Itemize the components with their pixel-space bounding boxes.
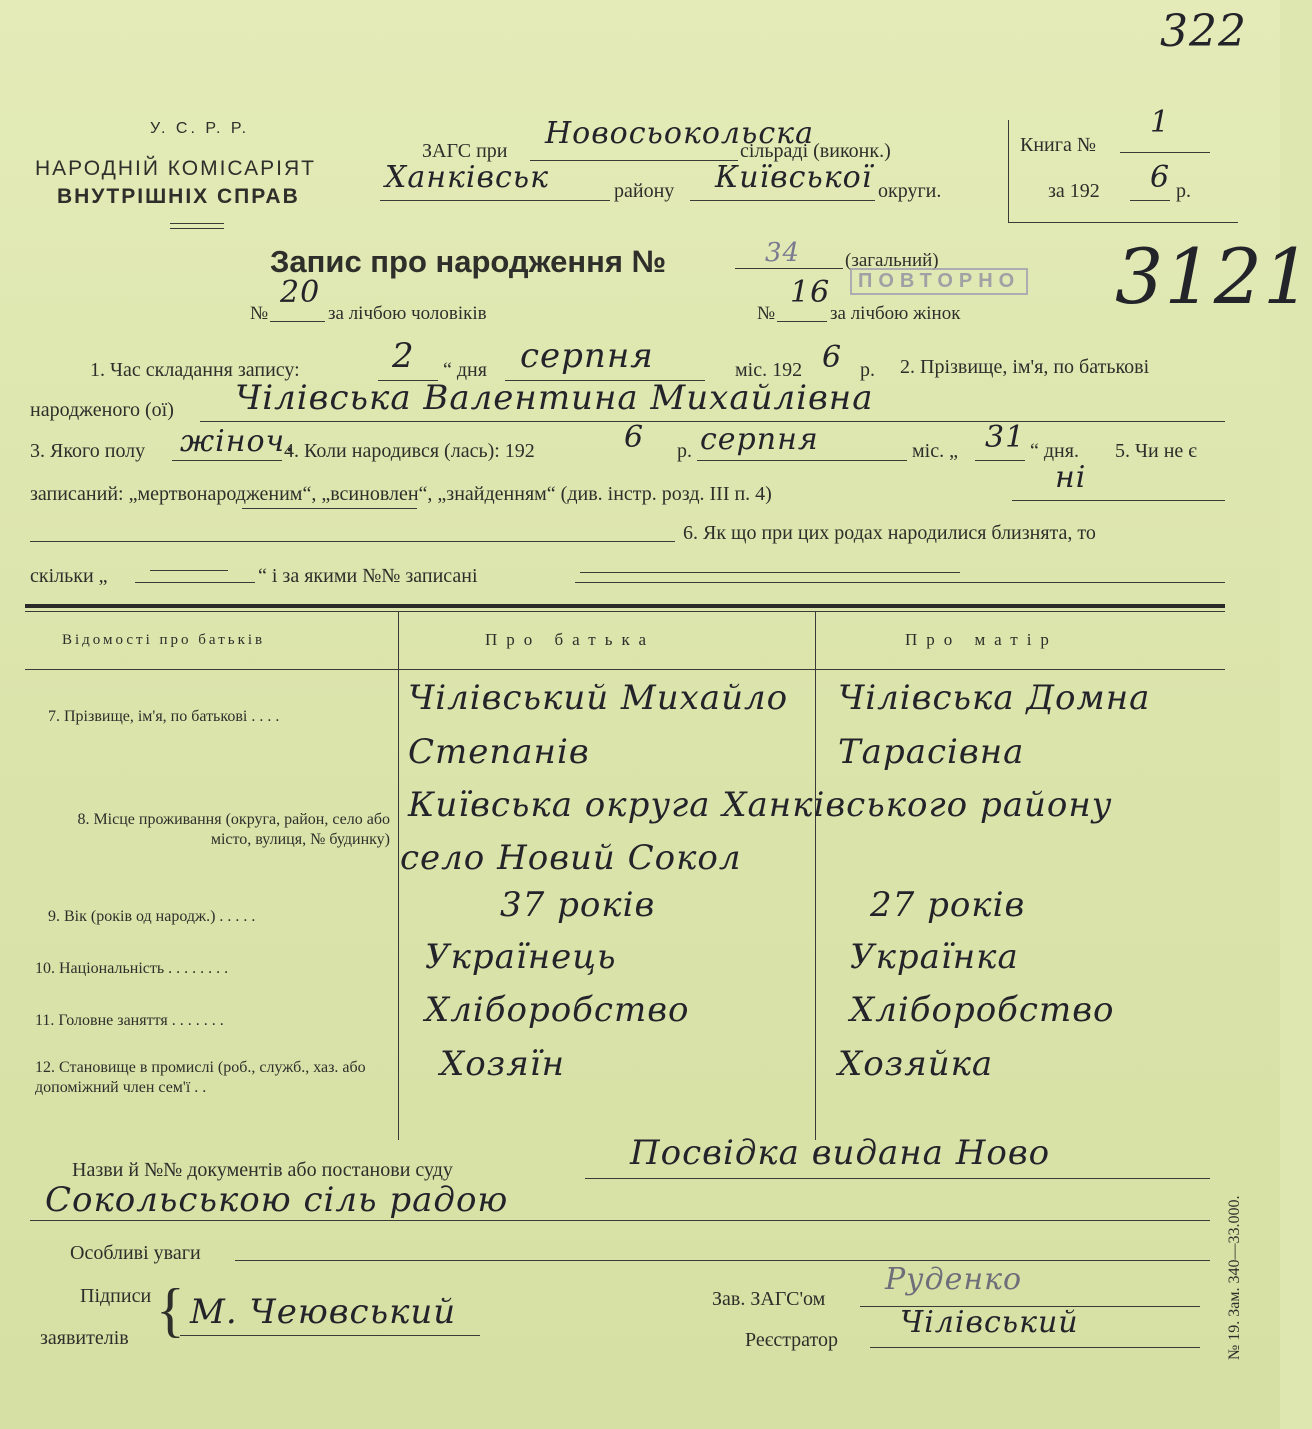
col1-header: Про батька (485, 630, 656, 649)
f3-line (172, 460, 282, 461)
f6-numbers-dash (580, 572, 960, 573)
f4-year: 6 (624, 420, 645, 455)
book-box-left (1008, 120, 1009, 222)
zags-suffix: сільраді (виконк.) (740, 140, 891, 162)
female-no-line (777, 321, 827, 322)
table-col-divider-1 (398, 611, 399, 1140)
header-rule-2 (170, 228, 224, 229)
row8-label-text: 8. Місце проживання (округа, район, село або місто, вулиця, № будинку) (77, 811, 390, 848)
side-print: № 19. Зам. 340—33.000. (1226, 1195, 1243, 1360)
general-number-line (735, 268, 843, 269)
f4-month-line (697, 460, 907, 461)
registrar-line (870, 1347, 1200, 1348)
f1-day: 2 (392, 336, 415, 376)
female-no-value: 16 (790, 275, 831, 310)
f4-year-suffix: р. (677, 440, 692, 462)
f5-label: 5. Чи не є (1115, 440, 1197, 462)
docs-label: Назви й №№ документів або постанови суду (72, 1159, 453, 1181)
male-count-label: за лічбою чоловіків (328, 303, 487, 324)
table-top-rule-b (25, 611, 1225, 612)
table-top-rule (25, 604, 1225, 608)
docs-line (585, 1178, 1210, 1179)
f3-label: 3. Якого полу (30, 440, 146, 462)
f4-month: серпня (700, 422, 819, 457)
f2-label: 2. Прізвище, ім'я, по батькові (900, 356, 1150, 378)
signatures-label: Підписи (80, 1285, 152, 1307)
row12-father: Хозяїн (440, 1044, 565, 1084)
zags-village-line (530, 160, 738, 161)
book-value: 1 (1150, 105, 1171, 140)
signature-brace: { (156, 1277, 185, 1343)
row8-father-b: село Новий Сокол (400, 838, 742, 878)
f1-year: 6 (822, 340, 843, 375)
f6-count-line (135, 582, 255, 583)
district-line (380, 200, 610, 201)
repeat-stamp: ПОВТОРНО (850, 268, 1028, 295)
f1-month-label: міс. 192 (735, 359, 803, 381)
row7-father-b: Степанів (408, 732, 590, 772)
row8-label (50, 810, 390, 850)
zags-prefix: ЗАГС при (422, 140, 508, 162)
f6-numbers-line (575, 582, 1225, 583)
notes-line (235, 1260, 1210, 1261)
commissariat-line2: ВНУТРІШНІХ СПРАВ (57, 185, 300, 208)
notes-label: Особливі уваги (70, 1242, 201, 1264)
book-label: Книга № (1020, 134, 1096, 156)
f4-month-label: міс. „ (912, 440, 958, 462)
book-line (1120, 152, 1210, 153)
f5-line-b (30, 541, 675, 542)
f5-label-b: записаний: „мертвонародженим“, „всиновлен“, „знайденням“ (див. інстр. розд. III п. 4) (30, 483, 772, 505)
applicant-line (180, 1335, 480, 1336)
row7-father: Чілівський Михайло (408, 678, 789, 718)
f6-label-c: “ і за якими №№ записані (258, 565, 478, 587)
general-label: (загальний) (845, 250, 939, 271)
mertvo-underline (242, 508, 417, 509)
row10-mother: Українка (850, 937, 1019, 977)
registrar-signature: Чілівський (900, 1305, 1079, 1340)
general-number: 34 (765, 238, 801, 268)
f1-label: 1. Час складання запису: (90, 359, 300, 381)
okrug-line (690, 200, 875, 201)
f1-year-suffix: р. (860, 359, 875, 381)
table-col-divider-2 (815, 611, 816, 1140)
f4-day: 31 (985, 420, 1026, 455)
row9-label: 9. Вік (років од народж.) . . . . . (48, 908, 256, 925)
district-value: Ханківськ (385, 160, 550, 195)
docs-value: Посвідка видана Ново (630, 1133, 1051, 1173)
f4-day-label: “ дня. (1030, 440, 1079, 462)
year-suffix: р. (1176, 180, 1191, 202)
row12-label-text: 12. Становище в промислі (роб., служб., хаз. або допоміжний член сем'ї . . (35, 1059, 366, 1096)
f6-label-b: скільки „ (30, 565, 108, 587)
signatures-label-b: заявителів (40, 1327, 129, 1349)
male-no-value: 20 (280, 275, 321, 310)
commissariat-line1: НАРОДНІЙ КОМІСАРІЯТ (35, 157, 316, 180)
okrug-value: Київської (715, 160, 873, 195)
header-rule (170, 223, 224, 224)
head-signature: Руденко (885, 1262, 1023, 1297)
table-header-rule (25, 669, 1225, 670)
year-prefix: за 192 (1048, 180, 1100, 202)
row7-label: 7. Прізвище, ім'я, по батькові . . . . (48, 708, 280, 725)
record-title: Запис про народження № (270, 244, 667, 279)
col2-header: Про матір (905, 630, 1058, 649)
row11-label: 11. Головне заняття . . . . . . . (35, 1012, 224, 1029)
row7-mother: Чілівська Домна (838, 678, 1151, 718)
row10-father: Українець (425, 937, 617, 977)
okrug-label: округи. (878, 180, 942, 202)
ussr-label: У. С. Р. Р. (150, 120, 250, 137)
registrar-label: Реєстратор (745, 1329, 839, 1351)
row12-mother: Хозяйка (838, 1044, 994, 1084)
row12-label (35, 1058, 390, 1098)
zags-village-value: Новосьокольска (545, 116, 814, 151)
female-no-label: № (757, 303, 776, 324)
f2-value: Чілівська Валентина Михайлівна (235, 378, 874, 418)
f5-line (1012, 500, 1225, 501)
f4-label: 4. Коли народився (лась): 192 (284, 440, 535, 462)
docs-value-b: Сокольською сіль радою (45, 1180, 509, 1220)
district-label: району (614, 180, 675, 202)
f2-label-b: народженого (ої) (30, 399, 174, 421)
row9-mother: 27 років (870, 885, 1026, 925)
row8-father: Київська округа Ханківського району (408, 785, 1113, 825)
row10-label: 10. Національність . . . . . . . . (35, 960, 229, 977)
year-line (1130, 200, 1170, 201)
head-label: Зав. ЗАГС'ом (712, 1288, 826, 1310)
female-count-label: за лічбою жінок (830, 303, 961, 324)
col0-header: Відомості про батьків (62, 632, 266, 648)
f6-count-dash (150, 570, 228, 571)
f1-day-label: “ дня (443, 359, 487, 381)
row7-mother-b: Тарасівна (838, 732, 1025, 772)
year-value: 6 (1150, 160, 1171, 195)
page-number: 322 (1160, 6, 1247, 57)
row11-father: Хліборобство (425, 990, 690, 1030)
f3-value: жіноч. (180, 424, 296, 459)
row11-mother: Хліборобство (850, 990, 1115, 1030)
applicant-signature: М. Чеювський (190, 1292, 457, 1332)
docs-line-b (30, 1220, 1210, 1221)
book-box-bottom (1008, 222, 1238, 223)
f5-value: ні (1055, 460, 1087, 495)
f1-month: серпня (520, 336, 654, 376)
f4-day-line (975, 460, 1025, 461)
male-no-label: № (250, 303, 269, 324)
row9-father: 37 років (500, 885, 656, 925)
male-no-line (270, 321, 325, 322)
f6-label: 6. Як що при цих родах народилися близнята, то (683, 522, 1096, 544)
side-number: 3121 (1115, 232, 1312, 321)
